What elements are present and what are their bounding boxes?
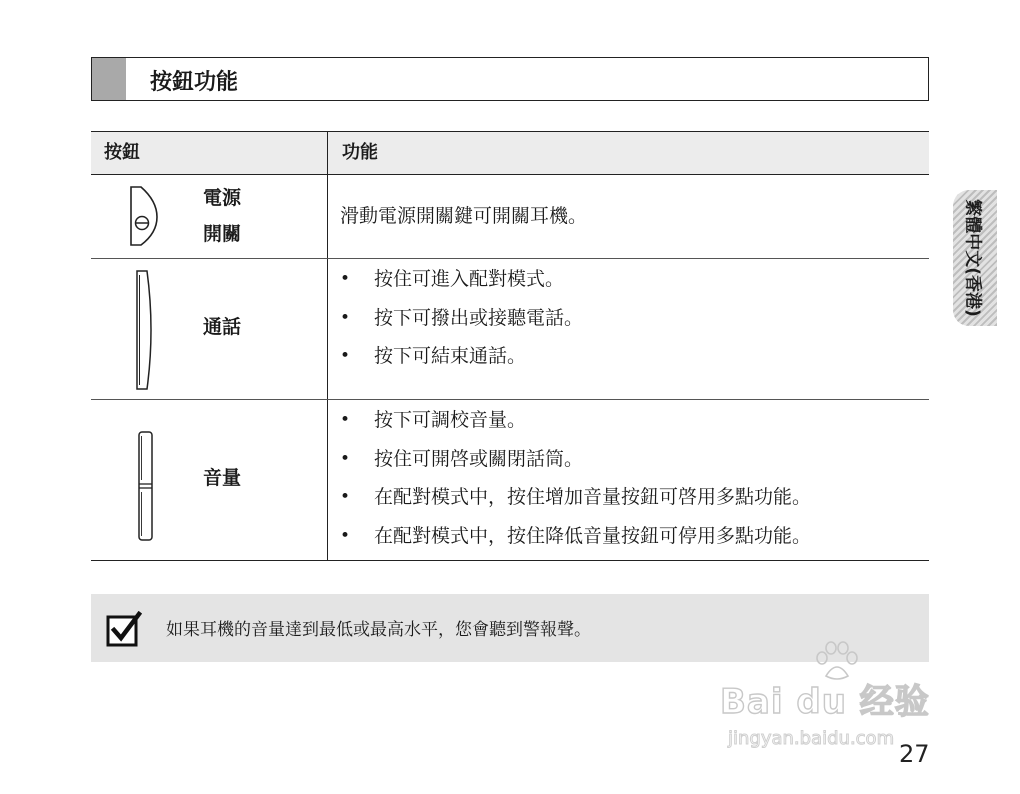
call-functions-list [340, 260, 929, 376]
section-title: 按鈕功能 [150, 70, 239, 95]
list-item: • 按住可進入配對模式。 [340, 260, 929, 299]
call-label: 通話 [203, 316, 242, 338]
table-row-power [91, 175, 929, 259]
list-item: • 按下可結束通話。 [340, 337, 929, 376]
power-label-line2: 開關 [203, 223, 242, 245]
list-item: • 按下可撥出或接聽電話。 [340, 299, 929, 338]
power-label-line1: 電源 [203, 187, 242, 209]
language-tab-label: 繁體中文(香港) [962, 199, 983, 317]
note-text: 如果耳機的音量達到最低或最高水平，您會聽到警報聲。 [166, 620, 591, 640]
checkbox-checked-icon [106, 611, 142, 647]
power-description: 滑動電源開關鍵可開關耳機。 [340, 205, 588, 227]
volume-button-icon [135, 430, 157, 542]
list-item: • 按住可開啓或關閉話筒。 [340, 440, 929, 479]
header-button: 按鈕 [91, 132, 328, 174]
volume-label: 音量 [203, 467, 242, 489]
heading-marker [92, 58, 126, 100]
watermark-url: jingyan.baidu.com [728, 728, 895, 749]
power-switch-icon [127, 183, 163, 249]
note-box [91, 594, 929, 662]
list-item: • 在配對模式中，按住增加音量按鈕可啓用多點功能。 [340, 478, 929, 517]
call-button-icon [131, 268, 161, 392]
button-function-table [91, 131, 929, 561]
list-item: • 在配對模式中，按住降低音量按鈕可停用多點功能。 [340, 517, 929, 556]
watermark-brand: Bai du 经验 [720, 682, 930, 722]
header-function: 功能 [342, 142, 378, 163]
section-heading [91, 57, 929, 101]
table-header [91, 132, 929, 175]
page-number: 27 [899, 740, 930, 768]
list-item: • 按下可調校音量。 [340, 401, 929, 440]
language-side-tab [953, 190, 997, 326]
table-row-volume [91, 400, 929, 560]
table-row-call [91, 259, 929, 400]
volume-functions-list [340, 401, 929, 555]
